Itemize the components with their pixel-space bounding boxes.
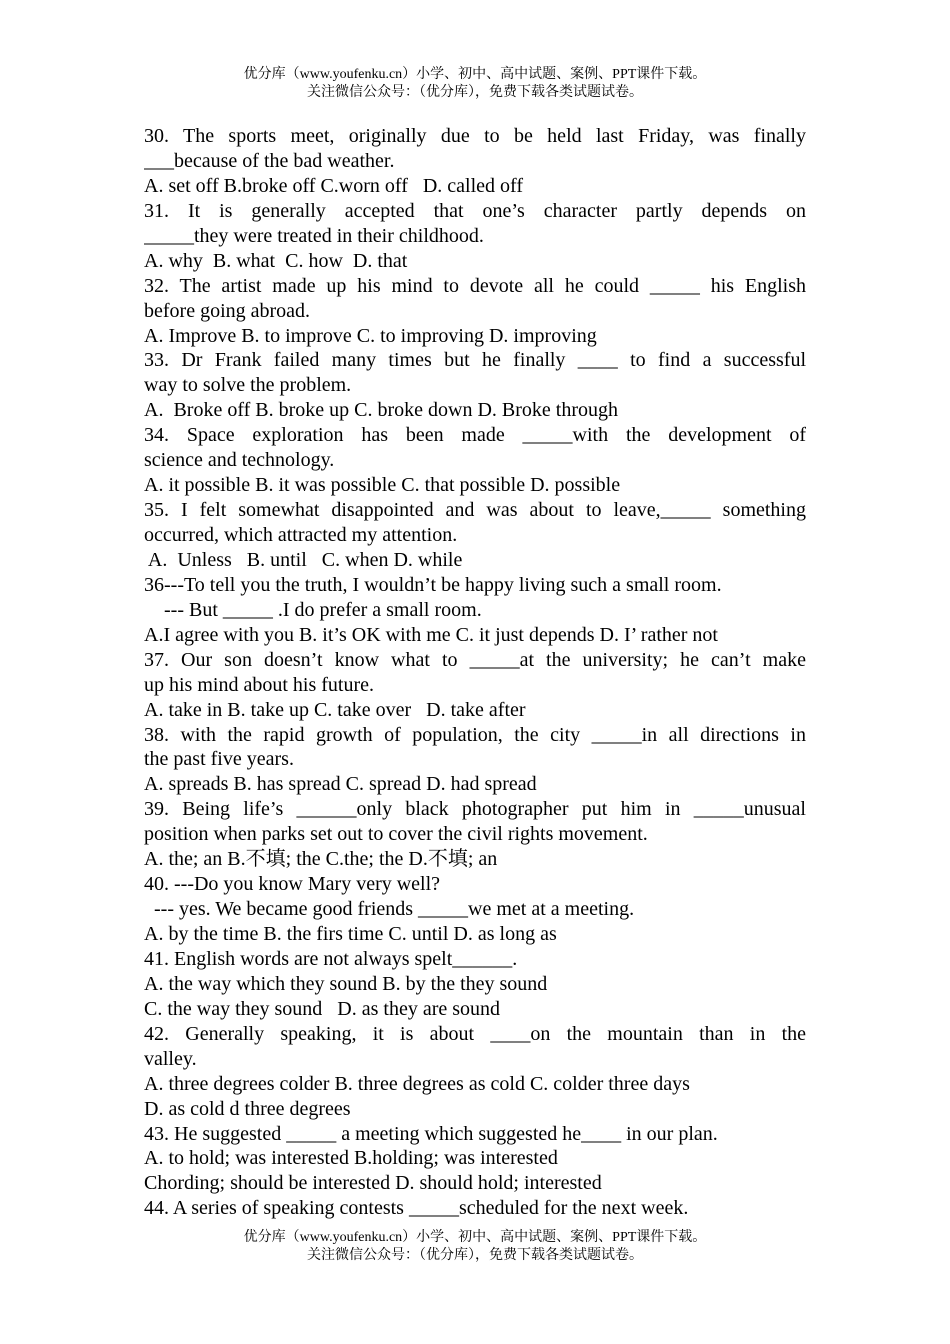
text-line: 39. Being life’s ______only black photographer put him in _____unusual [144,798,806,821]
footer-line-1: 优分库（www.youfenku.cn）小学、初中、高中试题、案例、PPT课件下载。 [243,1230,707,1245]
text-line: 30. The sports meet, originally due to be held last Friday, was finally [144,125,806,147]
text-line: A. three degrees colder B. three degrees as cold C. colder three days [144,1072,690,1095]
text-line: science and technology. [144,449,335,472]
text-line: up his mind about his future. [144,673,374,696]
text-line: A. why B. what C. how D. that [144,249,408,272]
text-line: Chording; should be interested D. should hold; interested [144,1172,602,1195]
text-line: occurred, which attracted my attention. [144,524,458,546]
text-line: the past five years. [144,748,294,771]
text-line: A. it possible B. it was possible C. that possible D. possible [144,474,621,497]
text-line: D. as cold d three degrees [144,1097,351,1120]
text-line: before going abroad. [144,299,311,322]
page-footer [0,1229,950,1265]
text-line: ___because of the bad weather. [144,149,395,172]
text-line: A. Broke off B. broke up C. broke down D. Broke through [144,399,619,422]
text-line: 31. It is generally accepted that one’s character partly depends on [144,199,806,222]
text-line: 43. He suggested _____ a meeting which suggested he____ in our plan. [144,1122,718,1145]
text-line: position when parks set out to cover the civil rights movement. [144,823,648,846]
text-line: 34. Space exploration has been made _____with the development of [144,424,806,447]
text-line: --- But _____ .I do prefer a small room. [144,598,482,621]
text-line: A. spreads B. has spread C. spread D. had spread [144,773,537,796]
text-line: A. Improve B. to improve C. to improving D. improving [144,324,597,347]
text-line: A. the; an B.不填; the C.the; the D.不填; an [144,848,498,871]
header-line-2: 关注微信公众号：（优分库），免费下载各类试题试卷。 [307,85,643,100]
text-line: 40. ---Do you know Mary very well? [144,873,441,896]
text-line: --- yes. We became good friends _____we met at a meeting. [144,898,635,921]
text-line: 35. I felt somewhat disappointed and was about to leave,_____ something [144,499,806,522]
text-line: A. the way which they sound B. by the they sound [144,972,548,995]
text-line: 37. Our son doesn’t know what to _____at the university; he can’t make [144,648,806,671]
text-line: 33. Dr Frank failed many times but he finally ____ to find a successful [144,349,806,372]
text-line: 41. English words are not always spelt______. [144,947,518,970]
text-line: A. take in B. take up C. take over D. take after [144,698,526,721]
text-line: way to solve the problem. [144,374,352,397]
text-line: 38. with the rapid growth of population, the city _____in all directions in [144,723,806,746]
page-header [0,66,950,102]
text-line: 44. A series of speaking contests _____scheduled for the next week. [144,1197,689,1220]
text-line: A. by the time B. the firs time C. until D. as long as [144,923,557,945]
text-line: _____they were treated in their childhood. [144,224,484,247]
text-line: A. set off B.broke off C.worn off D. called off [144,174,524,197]
text-line: 36---To tell you the truth, I wouldn’t be happy living such a small room. [144,573,722,596]
text-line: 32. The artist made up his mind to devote all he could _____ his English [144,274,806,297]
header-line-1: 优分库（www.youfenku.cn）小学、初中、高中试题、案例、PPT课件下载。 [243,67,707,82]
footer-line-2: 关注微信公众号：（优分库），免费下载各类试题试卷。 [307,1248,643,1263]
text-line: C. the way they sound D. as they are sound [144,997,501,1020]
question-text [144,124,806,1221]
text-line: 42. Generally speaking, it is about ____on the mountain than in the [144,1022,806,1045]
text-line: valley. [144,1047,197,1070]
text-line: A. Unless B. until C. when D. while [144,548,463,571]
text-line: A.I agree with you B. it’s OK with me C. it just depends D. I’ rather not [144,623,718,646]
text-line: A. to hold; was interested B.holding; was interested [144,1147,558,1170]
